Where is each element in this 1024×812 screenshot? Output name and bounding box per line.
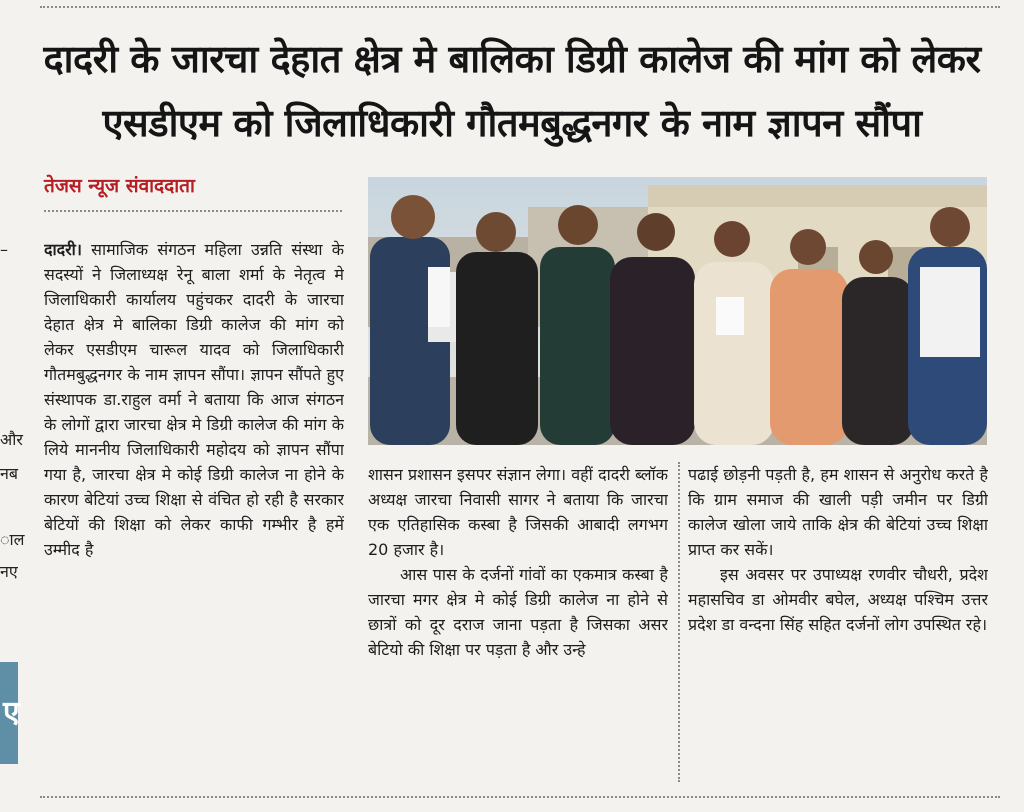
col2-paragraph-1: शासन प्रशासन इसपर संज्ञान लेगा। वहीं दादरी ब्लॉक अध्यक्ष जारचा निवासी सागर ने बताया कि जारचा एक एतिहासिक कस्बा है जिसकी आबादी लगभग 20 हजार है। xyxy=(368,465,668,559)
article-column-3 xyxy=(688,462,988,785)
edge-box-glyph: ए xyxy=(3,695,20,730)
col2-paragraph-2: आस पास के दर्जनों गांवों का एकमात्र कस्बा है जारचा मगर क्षेत्र मे कोई डिग्री कालेज ना होने से छात्रों को दूर दराज जाना पड़ता है जिसका असर बेटियो की शिक्षा पर पड़ता है और उन्हे xyxy=(368,565,668,659)
dateline: दादरी। xyxy=(44,240,82,259)
headline-line-2: एसडीएम को जिलाधिकारी गौतमबुद्धनगर के नाम ज्ञापन सौंपा xyxy=(102,101,922,145)
news-photo xyxy=(368,177,987,445)
fragment-2: नब xyxy=(0,464,19,483)
article-column-1 xyxy=(44,237,344,785)
byline: तेजस न्यूज संवाददाता xyxy=(44,175,195,197)
article-column-2 xyxy=(368,462,668,785)
byline-rule xyxy=(44,210,342,212)
col3-paragraph-2: इस अवसर पर उपाध्यक्ष रणवीर चौधरी, प्रदेश महासचिव डा ओमवीर बघेल, अध्यक्ष पश्चिम उत्तर प्रदेश डा वन्दना सिंह सहित दर्जनों लोग उपस्थित रहे। xyxy=(688,565,988,634)
col1-paragraph: सामाजिक संगठन महिला उन्नति संस्था के सदस्यों ने जिलाध्यक्ष रेनू बाला शर्मा के नेतृत्व मे जिलाधिकारी कार्यालय पहुंचकर दादरी के जारचा देहात क्षेत्र मे बालिका डिग्री कालेज की मांग को लेकर एसडीएम चारूल यादव को जिलाधिकारी गौतमबुद्धनगर के नाम ज्ञापन सौंपा। ज्ञापन सौंपते हुए संस्थापक डा.राहुल वर्मा ने बताया कि आज संगठन के लोगों द्वारा जारचा क्षेत्र मे डिग्री कालेज की मांग के लिये माननीय जिलाधिकारी महोदय को ज्ञापन सौंपा गया है, जारचा क्षेत्र मे कोई डिग्री कालेज ना होने के कारण बेटियां उच्च शिक्षा से वंचित हो रही है सरकार बेटियों की शिक्षा को लेकर काफी गम्भीर है हमें उम्मीद है xyxy=(44,240,344,559)
fragment-1: और xyxy=(0,430,23,449)
fragment-3: ाल xyxy=(0,530,25,549)
bottom-rule xyxy=(40,796,1000,798)
column-divider-1 xyxy=(678,462,680,782)
headline-line-1: दादरी के जारचा देहात क्षेत्र मे बालिका डिग्री कालेज की मांग को लेकर xyxy=(43,37,981,81)
fragment-dash: – xyxy=(0,240,8,259)
fragment-4: नए xyxy=(0,562,18,581)
top-rule xyxy=(40,6,1000,8)
col3-paragraph-1: पढाई छोड़नी पड़ती है, हम शासन से अनुरोध करते है कि ग्राम समाज की खाली पड़ी जमीन पर डिग्री कालेज खोला जाये ताकि क्षेत्र की बेटियां उच्च शिक्षा प्राप्त कर सकें। xyxy=(688,465,988,559)
adjacent-color-box xyxy=(0,662,18,764)
news-photo-illustration xyxy=(368,177,987,445)
